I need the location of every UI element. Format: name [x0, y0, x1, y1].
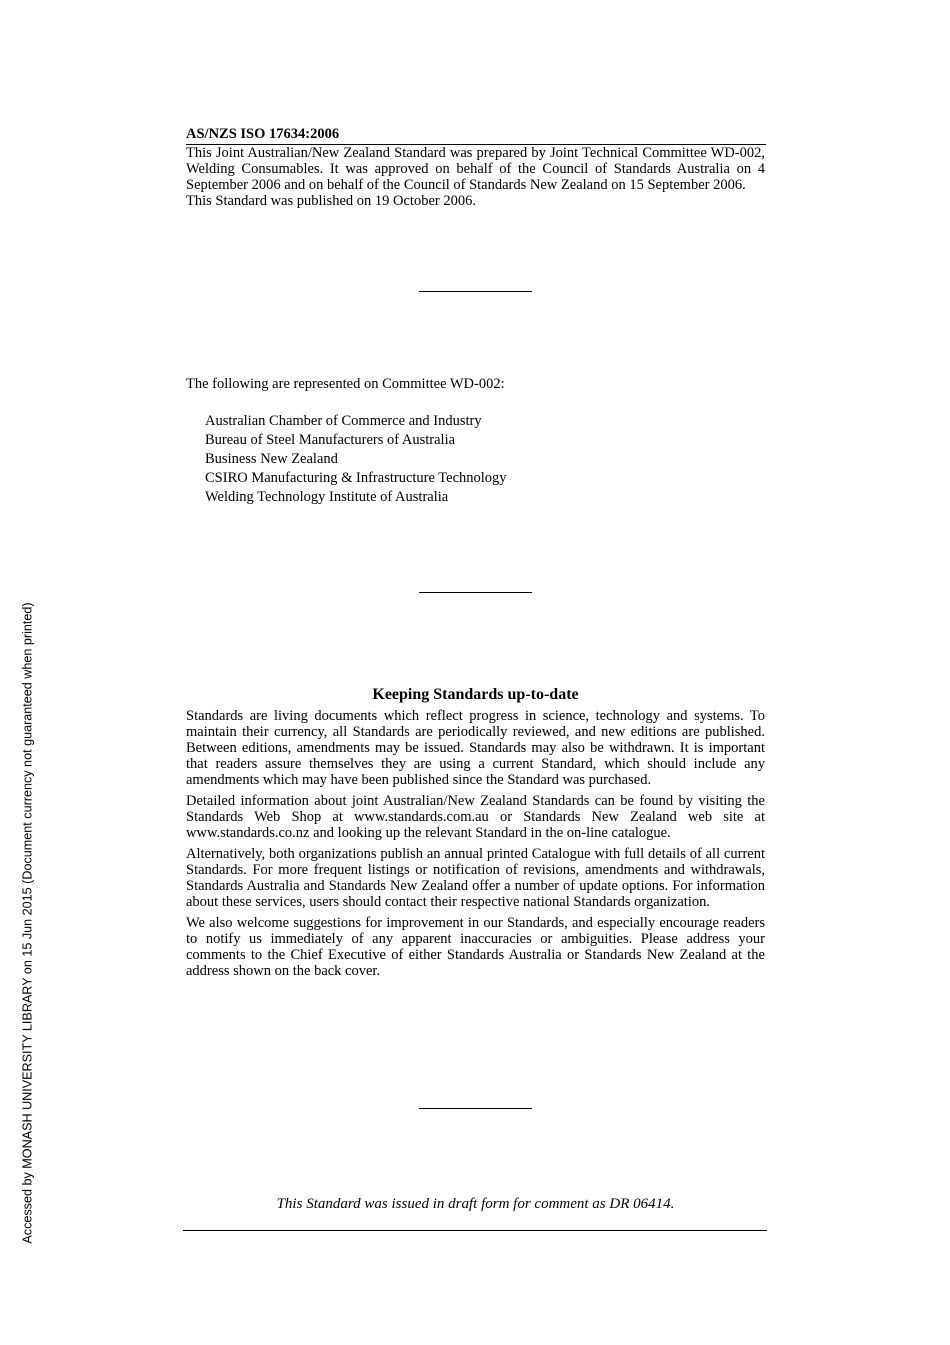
body-paragraph: Standards are living documents which reflect progress in science, technology and systems. To maintain their currency, all Standards are periodically reviewed, and new editions are published. Between editions, amendments may be issued. Standards may also be withdrawn. It is important that readers assure themselves they are using a current Standard, which should include any amendments which may have been published since the Standard was purchased. [186, 708, 765, 788]
committee-member: Bureau of Steel Manufacturers of Australia [205, 432, 456, 448]
body-paragraph: We also welcome suggestions for improvement in our Standards, and especially encourage readers to notify us immediately of any apparent inaccuracies or ambiguities. Please address your comments to the Chief Executive of either Standards Australia or Standards New Zealand at the address shown on the back cover. [186, 915, 765, 979]
access-watermark: Accessed by MONASH UNIVERSITY LIBRARY on 15 Jun 2015 (Document currency not guaranteed when printed) [20, 602, 35, 1244]
section-title: Keeping Standards up-to-date [372, 686, 579, 703]
footer-rule [183, 1230, 767, 1231]
committee-member: Australian Chamber of Commerce and Industry [205, 413, 482, 429]
section-divider [419, 291, 532, 292]
section-divider [419, 1108, 532, 1109]
committee-member: CSIRO Manufacturing & Infrastructure Technology [205, 470, 507, 486]
committee-member: Welding Technology Institute of Australia [205, 489, 449, 505]
body-paragraph: Detailed information about joint Australian/New Zealand Standards can be found by visiting the Standards Web Shop at www.standards.com.au or Standards New Zealand web site at www.standards.co.nz and looking up the relevant Standard in the on-line catalogue. [186, 793, 765, 841]
standard-identifier: AS/NZS ISO 17634:2006 [186, 126, 766, 145]
preparation-statement [186, 145, 765, 209]
publication-date: This Standard was published on 19 October 2006. [186, 193, 476, 209]
preparation-paragraph: This Joint Australian/New Zealand Standard was prepared by Joint Technical Committee WD-002, Welding Consumables. It was approved on behalf of the Council of Standards Australia on 4 September 2006 and on behalf of the Council of Standards New Zealand on 15 September 2006. [186, 145, 765, 193]
body-paragraph: Alternatively, both organizations publish an annual printed Catalogue with full details of all current Standards. For more frequent listings or notification of revisions, amendments and withdrawals, Standards Australia and Standards New Zealand offer a number of update options. For information about these services, users should contact their respective national Standards organization. [186, 846, 765, 910]
committee-member-list [205, 412, 507, 507]
section-divider [419, 592, 532, 593]
draft-note: This Standard was issued in draft form for comment as DR 06414. [276, 1196, 675, 1212]
keeping-up-to-date-body [186, 708, 765, 984]
committee-intro: The following are represented on Committee WD-002: [186, 376, 505, 392]
committee-member: Business New Zealand [205, 451, 338, 467]
